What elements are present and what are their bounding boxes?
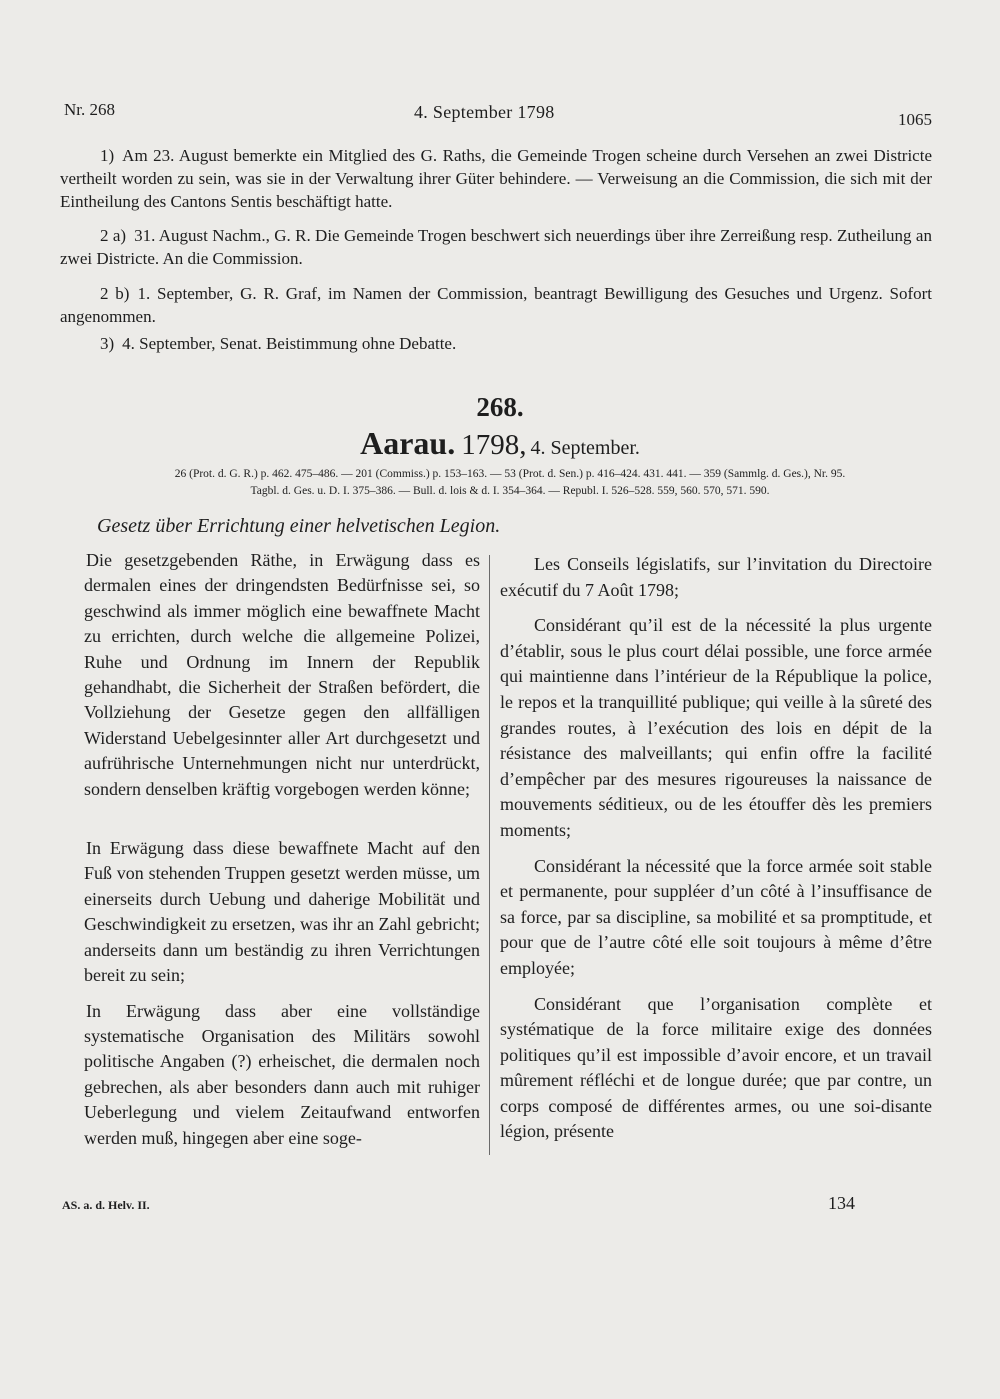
german-column — [84, 548, 480, 1173]
note-2b — [60, 282, 932, 328]
note-1 — [60, 144, 932, 213]
note-label: 3) — [100, 334, 115, 353]
german-paragraph: In Erwägung dass diese bewaffnete Macht auf den Fuß von stehenden Truppen gesetzt werden müsse, um einerseits durch Uebung und daherige Mobilität und Geschwindigkeit zu ersetzen, was ihr an Zahl gebricht; anderseits dann um beständig zu ihren Verrichtungen bereit zu sein; — [84, 838, 480, 986]
source-references — [80, 466, 940, 500]
document-year: 1798, — [461, 429, 527, 461]
note-label: 1) — [100, 146, 115, 165]
german-paragraph: In Erwägung dass aber eine vollständige systematische Organisation des Militärs sowohl politische Angaben (?) erheischet, die dermalen noch gebrechen, als aber besonders dann auch mit ruhiger Ueberlegung und vielem Zeitaufwand entworfen werden muß, hingegen aber eine soge- — [84, 1000, 480, 1148]
references-line-2: Tagbl. d. Ges. u. D. I. 375–386. — Bull. d. lois & d. I. 354–364. — Republ. I. 526–528. 559, 560. 570, 571. 590. — [250, 485, 770, 497]
note-text: 4. September, Senat. Beistimmung ohne Debatte. — [122, 334, 457, 353]
date-header: 4. September 1798 — [414, 102, 555, 122]
french-paragraph: Considérant qu’il est de la nécessité la plus urgente d’établir, sous le plus court délai possible, une force armée qui maintienne dans l’intérieur de la République la police, le repos et la tranquillité publique; qui veille à la sûreté des grandes routes, à l’exécution des lois en dépit de la résistance des malveillants; qui enfin offre la facilité d’empêcher par des mesures rigoureuses la naissance de mouvements séditieux, ou de les étouffer dès les premiers moments; — [500, 615, 932, 840]
note-2a — [60, 224, 932, 270]
german-paragraph: Die gesetzgebenden Räthe, in Erwägung dass es dermalen eines der dringendsten Bedürfnisse sei, so geschwind als immer möglich eine bewaffnete Macht zu errichten, durch welche die allgemeine Polizei, Ruhe und Ordnung im Innern der Republik gehandhabt, die Sicherheit der Straßen befördert, die Vollziehung der Gesetze gegen den allfälligen Widerstand Uebelgesinnter aller Art durchgesetzt und aufrührische Unternehmungen nicht nur unterdrückt, sondern denselben kräftig vorgebogen werden könne; — [84, 550, 480, 799]
column-divider — [489, 555, 490, 1155]
page-number-header: 1065 — [898, 110, 932, 129]
note-text: 31. August Nachm., G. R. Die Gemeinde Trogen beschwert sich neuerdings über ihre Zerreißung resp. Zutheilung an zwei Districte. An die Commission. — [60, 226, 932, 268]
document-title: Gesetz über Errichtung einer helvetischen Legion. — [97, 515, 501, 537]
note-3 — [60, 332, 932, 355]
french-paragraph: Considérant la nécessité que la force armée soit stable et permanente, pour suppléer d’un côté à l’insuffisance de sa force, par sa discipline, sa mobilité et sa promptitude, et pour que de l’autre côté elle soit toujours à même d’être employée; — [500, 855, 932, 978]
note-text: Am 23. August bemerkte ein Mitglied des G. Raths, die Gemeinde Trogen scheine durch Versehen an zwei Districte vertheilt worden zu sein, was sie in der Verwaltung ihrer Güter behindere. — Verweisung an die Commission, die sich mit der Eintheilung des Cantons Sentis beschäftigt hatte. — [60, 146, 932, 211]
document-number: 268. — [476, 392, 524, 422]
note-text: 1. September, G. R. Graf, im Namen der Commission, beantragt Bewilligung des Gesuches und Urgenz. Sofort angenommen. — [60, 284, 932, 326]
running-header — [64, 100, 932, 130]
note-label: 2 a) — [100, 226, 127, 245]
footer-source: AS. a. d. Helv. II. — [62, 1198, 150, 1212]
document-place: Aarau. — [360, 425, 456, 461]
document-date: 4. September. — [530, 437, 640, 459]
footer-signature-number: 134 — [828, 1193, 855, 1213]
document-place-date — [0, 425, 1000, 462]
document-number-header: Nr. 268 — [64, 100, 115, 119]
french-column — [500, 552, 932, 1155]
note-label: 2 b) — [100, 284, 130, 303]
references-line-1: 26 (Prot. d. G. R.) p. 462. 475–486. — 201 (Commiss.) p. 153–163. — 53 (Prot. d. Sen.) p. 416–424. 431. 441. — 359 (Sammlg. d. Ges.), Nr. 95. — [174, 468, 846, 480]
french-paragraph: Les Conseils législatifs, sur l’invitation du Directoire exécutif du 7 Août 1798; — [500, 554, 932, 600]
french-paragraph: Considérant que l’organisation complète et systématique de la force militaire exige des données politiques qu’il est impossible d’avoir encore, et un travail mûrement réfléchi et de longue durée; que par contre, un corps composé de différentes armes, ou une soi-disante légion, présente — [500, 993, 932, 1142]
